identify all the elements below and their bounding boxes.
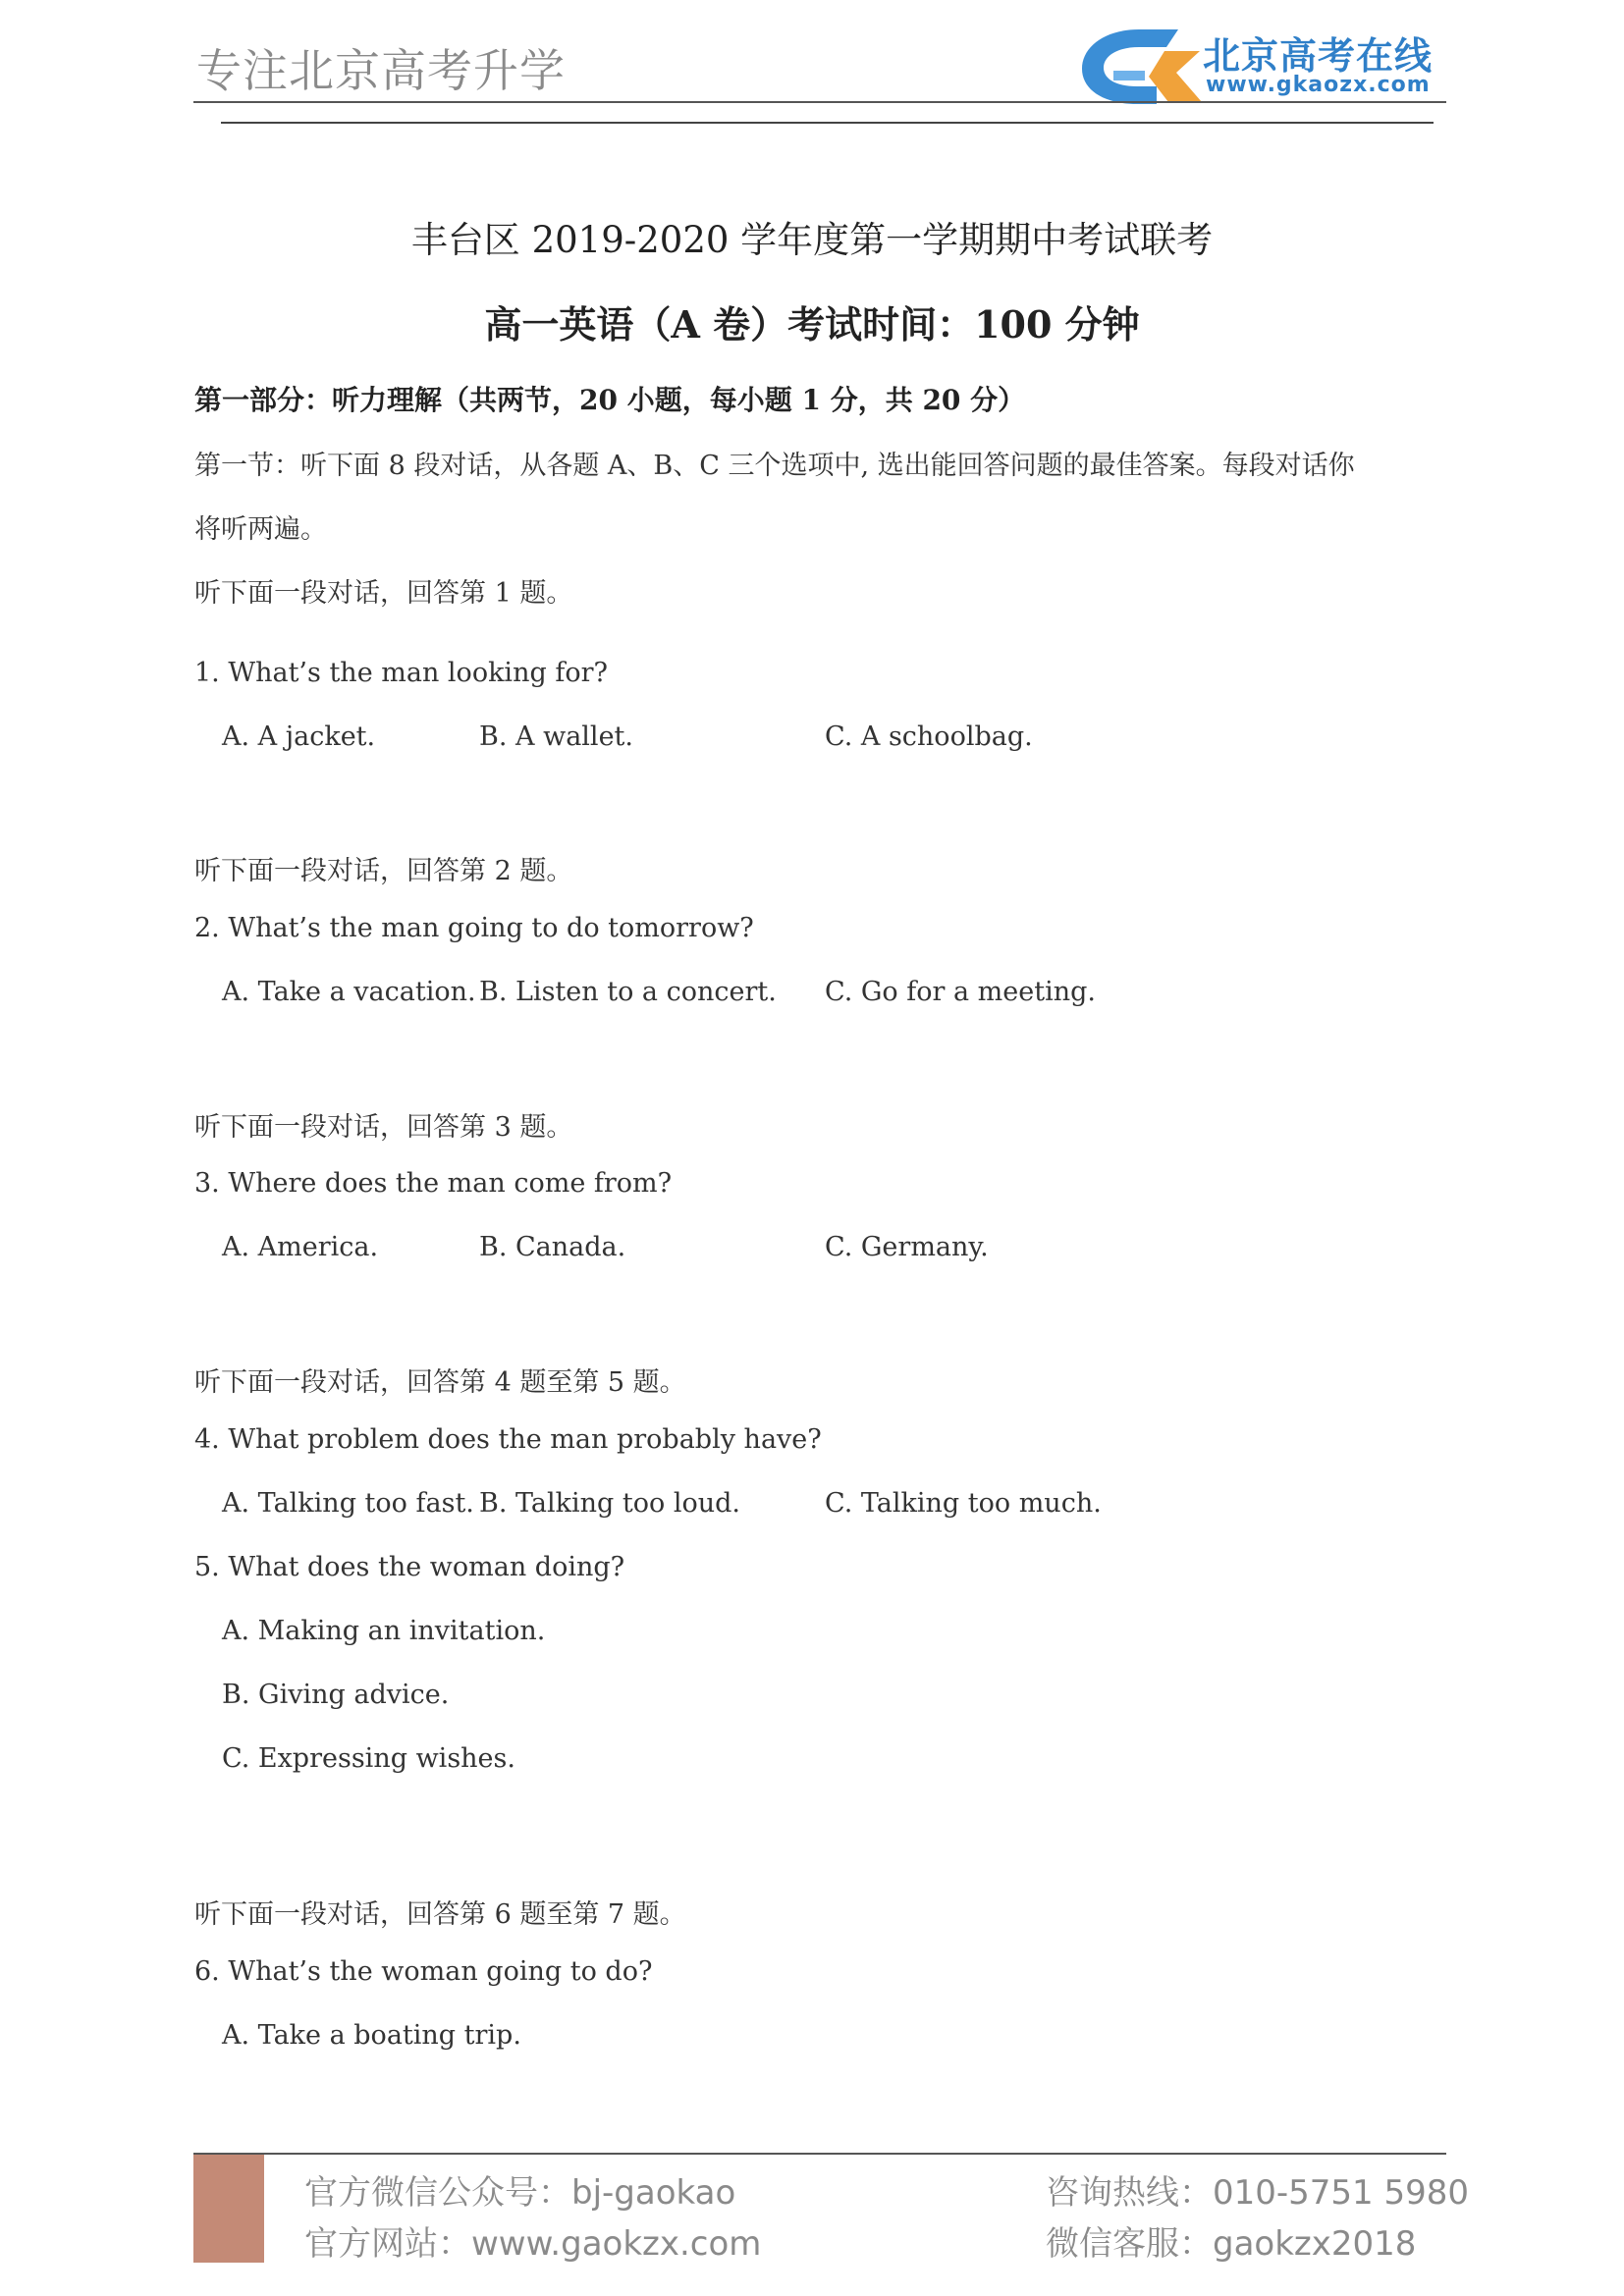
option-a: A. America. <box>222 1232 379 1262</box>
footer-hotline: 咨询热线：010-5751 5980 <box>1046 2173 1470 2213</box>
dialogue-prompt: 听下面一段对话，回答第 3 题。 <box>194 1112 573 1143</box>
dialogue-prompt: 听下面一段对话，回答第 6 题至第 7 题。 <box>194 1899 686 1930</box>
dialogue-prompt: 听下面一段对话，回答第 2 题。 <box>194 856 573 886</box>
option-b: B. Talking too loud. <box>479 1488 740 1519</box>
header-rule-secondary <box>221 122 1434 124</box>
part-title: 第一部分：听力理解（共两节，20 小题，每小题 1 分，共 20 分） <box>194 384 1026 416</box>
section-instruction-continued: 将听两遍。 <box>194 514 327 545</box>
option-b: B. Giving advice. <box>222 1680 450 1710</box>
option-c: C. Talking too much. <box>825 1488 1102 1519</box>
question-text: 4. What problem does the man probably have? <box>194 1424 822 1455</box>
footer-wechat-account: 官方微信公众号：bj-gaokao <box>304 2173 736 2213</box>
exam-title: 丰台区 2019-2020 学年度第一学期期中考试联考 <box>410 219 1214 261</box>
option-c: C. Go for a meeting. <box>825 977 1096 1007</box>
option-c: C. Expressing wishes. <box>222 1743 515 1774</box>
option-a: A. Talking too fast. <box>222 1488 474 1519</box>
footer-color-block <box>193 2155 264 2263</box>
brand-name: 北京高考在线 <box>1203 34 1434 78</box>
question-text: 3. Where does the man come from? <box>194 1168 673 1199</box>
brand-url: www.gkaozx.com <box>1206 73 1431 97</box>
gk-logo-icon <box>1070 22 1208 110</box>
footer-website: 官方网站：www.gaokzx.com <box>304 2224 762 2264</box>
option-b: B. Canada. <box>479 1232 626 1262</box>
question-text: 5. What does the woman doing? <box>194 1552 625 1582</box>
header-slogan: 专注北京高考升学 <box>196 44 566 97</box>
option-a: A. Take a boating trip. <box>222 2020 521 2051</box>
exam-subtitle: 高一英语（A 卷）考试时间：100 分钟 <box>484 302 1140 347</box>
question-text: 2. What’s the man going to do tomorrow? <box>194 913 754 943</box>
footer-customer-service: 微信客服：gaokzx2018 <box>1046 2224 1417 2264</box>
option-b: B. Listen to a concert. <box>479 977 777 1007</box>
option-a: A. Take a vacation. <box>222 977 476 1007</box>
section-instruction: 第一节：听下面 8 段对话，从各题 A、B、C 三个选项中, 选出能回答问题的最佳答案。每段对话你 <box>194 451 1355 481</box>
option-c: C. Germany. <box>825 1232 989 1262</box>
option-c: C. A schoolbag. <box>825 721 1033 752</box>
option-b: B. A wallet. <box>479 721 633 752</box>
option-a: A. A jacket. <box>222 721 376 752</box>
dialogue-prompt: 听下面一段对话，回答第 4 题至第 5 题。 <box>194 1367 686 1398</box>
dialogue-prompt: 听下面一段对话，回答第 1 题。 <box>194 578 573 609</box>
header-rule <box>193 101 1446 103</box>
footer-rule <box>193 2153 1446 2155</box>
option-a: A. Making an invitation. <box>222 1616 546 1646</box>
question-text: 6. What’s the woman going to do? <box>194 1956 653 1987</box>
question-text: 1. What’s the man looking for? <box>194 658 608 688</box>
